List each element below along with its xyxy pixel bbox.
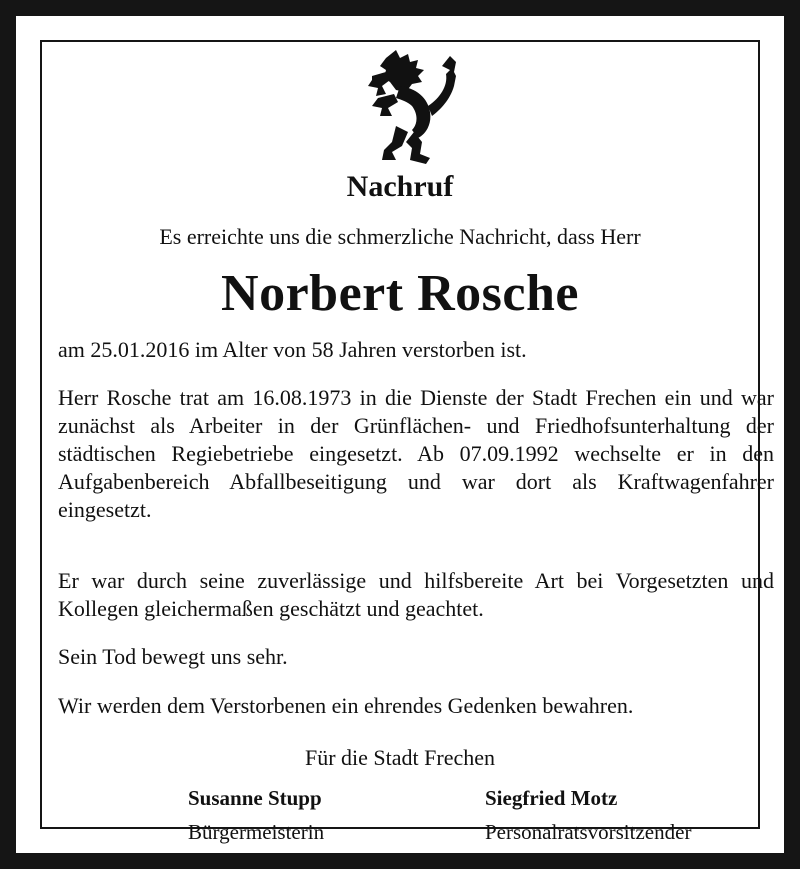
remembrance-paragraph: Wir werden dem Verstorbenen ein ehrendes Gedenken bewahren. bbox=[58, 693, 634, 718]
lion-rampant-icon bbox=[356, 46, 466, 166]
heading-nachruf: Nachruf bbox=[346, 170, 454, 203]
death-date-paragraph: am 25.01.2016 im Alter von 58 Jahren verstorben ist. bbox=[58, 337, 527, 362]
sorrow-paragraph: Sein Tod bewegt uns sehr. bbox=[58, 644, 288, 669]
signatory-name: Siegfried Motz bbox=[485, 786, 618, 810]
character-paragraph: Er war durch seine zuverlässige und hilfsbereite Art bei Vorgesetzten und Kollegen gleichermaßen geschätzt und geachtet. bbox=[58, 568, 774, 621]
signatory-staff-council bbox=[485, 784, 691, 846]
signatory-role: Personalratsvorsitzender bbox=[485, 820, 692, 844]
signatory-name: Susanne Stupp bbox=[188, 786, 322, 810]
signatory-mayor bbox=[188, 784, 324, 846]
signoff-line: Für die Stadt Frechen bbox=[304, 745, 496, 770]
deceased-name: Norbert Rosche bbox=[221, 265, 579, 322]
intro-line: Es erreichte uns die schmerzliche Nachricht, dass Herr bbox=[159, 224, 641, 249]
career-paragraph: Herr Rosche trat am 16.08.1973 in die Dienste der Stadt Frechen ein und war zunächst als Arbeiter in der Grünflächen- und Friedhofsunterhaltung der städtischen Regiebetriebe eingesetzt. Ab 07.09.1992 wechselte er in den Aufgabenbereich Abfallbeseitigung und war dort als Kraftwagenfahrer eingesetzt. bbox=[58, 385, 774, 522]
signatory-role: Bürgermeisterin bbox=[188, 820, 325, 844]
